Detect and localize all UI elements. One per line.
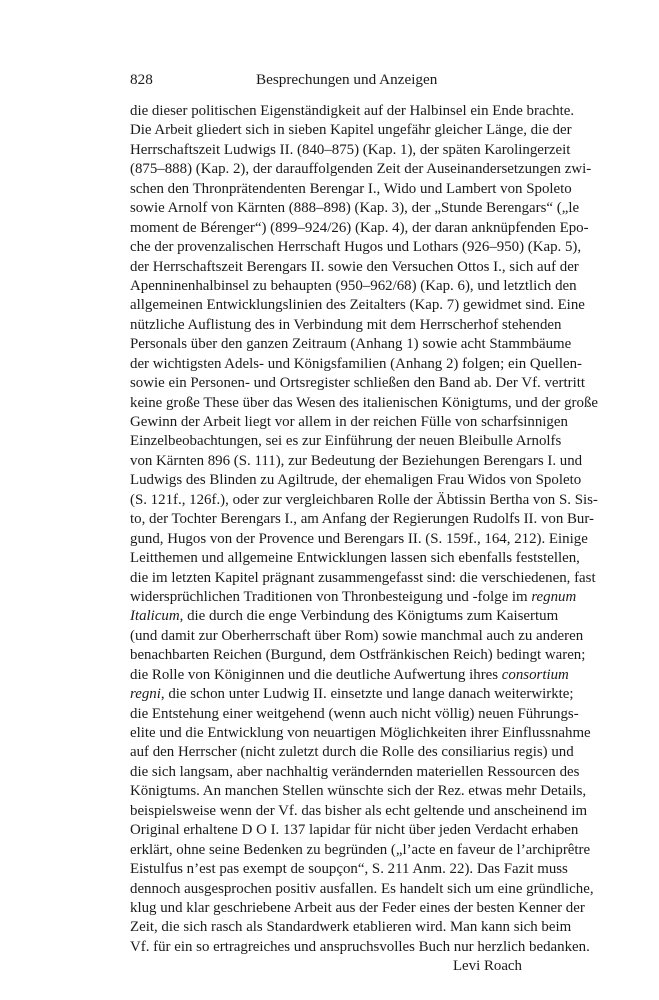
text-line: die im letzten Kapitel prägnant zusammengefasst sind: die verschiedenen, fast: [130, 569, 596, 586]
text-line: die Entstehung einer weitgehend (wenn auch nicht völlig) neuen Führungs-: [130, 705, 579, 722]
text-line: schen den Thronprätendenten Berengar I., Wido und Lambert von Spoleto: [130, 180, 572, 197]
text-line: Eistulfus n’est pas exempt de soupçon“, S. 211 Anm. 22). Das Fazit muss: [130, 861, 568, 878]
text-line: keine große These über das Wesen des italienischen Königtums, und der große: [130, 394, 599, 411]
italic-term: regni: [130, 686, 161, 703]
text-line: von Kärnten 896 (S. 111), zur Bedeutung der Beziehungen Berengars I. und: [130, 452, 583, 469]
text-line: Zeit, die sich rasch als Standardwerk etablieren wird. Man kann sich beim: [130, 919, 572, 936]
text-line: Leitthemen und allgemeine Entwicklungen lassen sich ebenfalls feststellen,: [130, 550, 580, 567]
text-line: (S. 121f., 126f.), oder zur vergleichbaren Rolle der Äbtissin Bertha von S. Sis-: [130, 491, 598, 508]
running-head: [130, 70, 520, 90]
running-title: Besprechungen und Anzeigen: [256, 71, 438, 88]
text-line: dennoch ausgesprochen positiv ausfallen. Es handelt sich um eine gründliche,: [130, 880, 594, 897]
text-line: Ludwigs des Blinden zu Agiltrude, der ehemaligen Frau Widos von Spoleto: [130, 472, 582, 489]
text-line: sowie Arnolf von Kärnten (888–898) (Kap. 3), der „Stunde Berengars“ („le: [130, 200, 580, 217]
text-line: (875–888) (Kap. 2), der darauffolgenden Zeit der Auseinandersetzungen zwi-: [130, 161, 592, 178]
text-line: widersprüchlichen Traditionen von Thronbesteigung und -folge im regnum: [130, 588, 577, 605]
italic-term: Italicum: [130, 608, 180, 625]
text-line: che der provenzalischen Herrschaft Hugos und Lothars (926–950) (Kap. 5),: [130, 239, 582, 256]
italic-term: consortium: [501, 666, 569, 683]
text-line: (und damit zur Oberherrschaft über Rom) sowie manchmal auch zu anderen: [130, 627, 584, 644]
text-line: Italicum, die durch die enge Verbindung des Königtums zum Kaisertum: [130, 608, 559, 625]
text-line: erklärt, ohne seine Bedenken zu begründen („l’acte en faveur de l’archiprêtre: [130, 841, 591, 858]
text-line: allgemeinen Entwicklungslinien des Zeitalters (Kap. 7) gewidmet sind. Eine: [130, 297, 585, 314]
text-line: moment de Bérenger“) (899–924/26) (Kap. 4), der daran anknüpfenden Epo-: [130, 219, 589, 236]
text-line: regni, die schon unter Ludwig II. einsetzte und lange danach weiterwirkte;: [130, 686, 574, 703]
text-line: Herrschaftszeit Ludwigs II. (840–875) (Kap. 1), der späten Karolingerzeit: [130, 141, 571, 158]
text-line: Original erhaltene D O I. 137 lapidar für nicht über jeden Verdacht erhaben: [130, 822, 579, 839]
text-line: Einzelbeobachtungen, sei es zur Einführung der neuen Bleibulle Arnolfs: [130, 433, 562, 450]
text-line: Personals über den ganzen Zeitraum (Anhang 1) sowie acht Stammbäume: [130, 336, 572, 353]
page-number: 828: [130, 71, 153, 88]
text-line: to, der Tochter Berengars I., am Anfang der Regierungen Rudolfs II. von Bur-: [130, 511, 595, 528]
text-line: die Rolle von Königinnen und die deutliche Aufwertung ihres consortium: [130, 666, 569, 683]
text-line: auf den Herrscher (nicht zuletzt durch die Rolle des consiliarius regis) und: [130, 744, 574, 761]
text-line: nützliche Auflistung des in Verbindung mit dem Herrscherhof stehenden: [130, 316, 562, 333]
text-line: benachbarten Reichen (Burgund, dem Ostfränkischen Reich) bedingt waren;: [130, 647, 586, 664]
text-line: der wichtigsten Adels- und Königsfamilien (Anhang 2) folgen; ein Quellen-: [130, 355, 582, 372]
text-line: sowie ein Personen- und Ortsregister schließen den Band ab. Der Vf. vertritt: [130, 375, 586, 392]
review-author: Levi Roach: [452, 958, 522, 975]
text-line: die sich langsam, aber nachhaltig verändernden materiellen Ressourcen des: [130, 763, 580, 780]
text-line: klug und klar geschriebene Arbeit aus der Feder eines der besten Kenner der: [130, 899, 585, 916]
text-line: Vf. für ein so ertragreiches und anspruchsvolles Buch nur herzlich bedanken.: [130, 938, 590, 955]
text-line: Königtums. An manchen Stellen wünschte sich der Rez. etwas mehr Details,: [130, 783, 587, 800]
italic-term: regnum: [531, 588, 577, 605]
text-line: Gewinn der Arbeit liegt vor allem in der reichen Fülle von scharfsinnigen: [130, 414, 568, 430]
text-line: Apenninenhalbinsel zu behaupten (950–962/68) (Kap. 6), und letztlich den: [130, 277, 577, 294]
text-line: der Herrschaftszeit Berengars II. sowie den Versuchen Ottos I., sich auf der: [130, 258, 579, 275]
text-line: Die Arbeit gliedert sich in sieben Kapitel ungefähr gleicher Länge, die der: [130, 122, 572, 139]
text-line: elite und die Entwicklung von neuartigen Möglichkeiten ihrer Einflussnahme: [130, 725, 591, 741]
text-line: beispielsweise wenn der Vf. das bisher als echt geltende und anscheinend im: [130, 802, 588, 819]
text-line: die dieser politischen Eigenständigkeit auf der Halbinsel ein Ende brachte.: [130, 103, 575, 119]
text-line: gund, Hugos von der Provence und Berengars II. (S. 159f., 164, 212). Einige: [130, 530, 588, 547]
review-body-text: [130, 102, 599, 977]
